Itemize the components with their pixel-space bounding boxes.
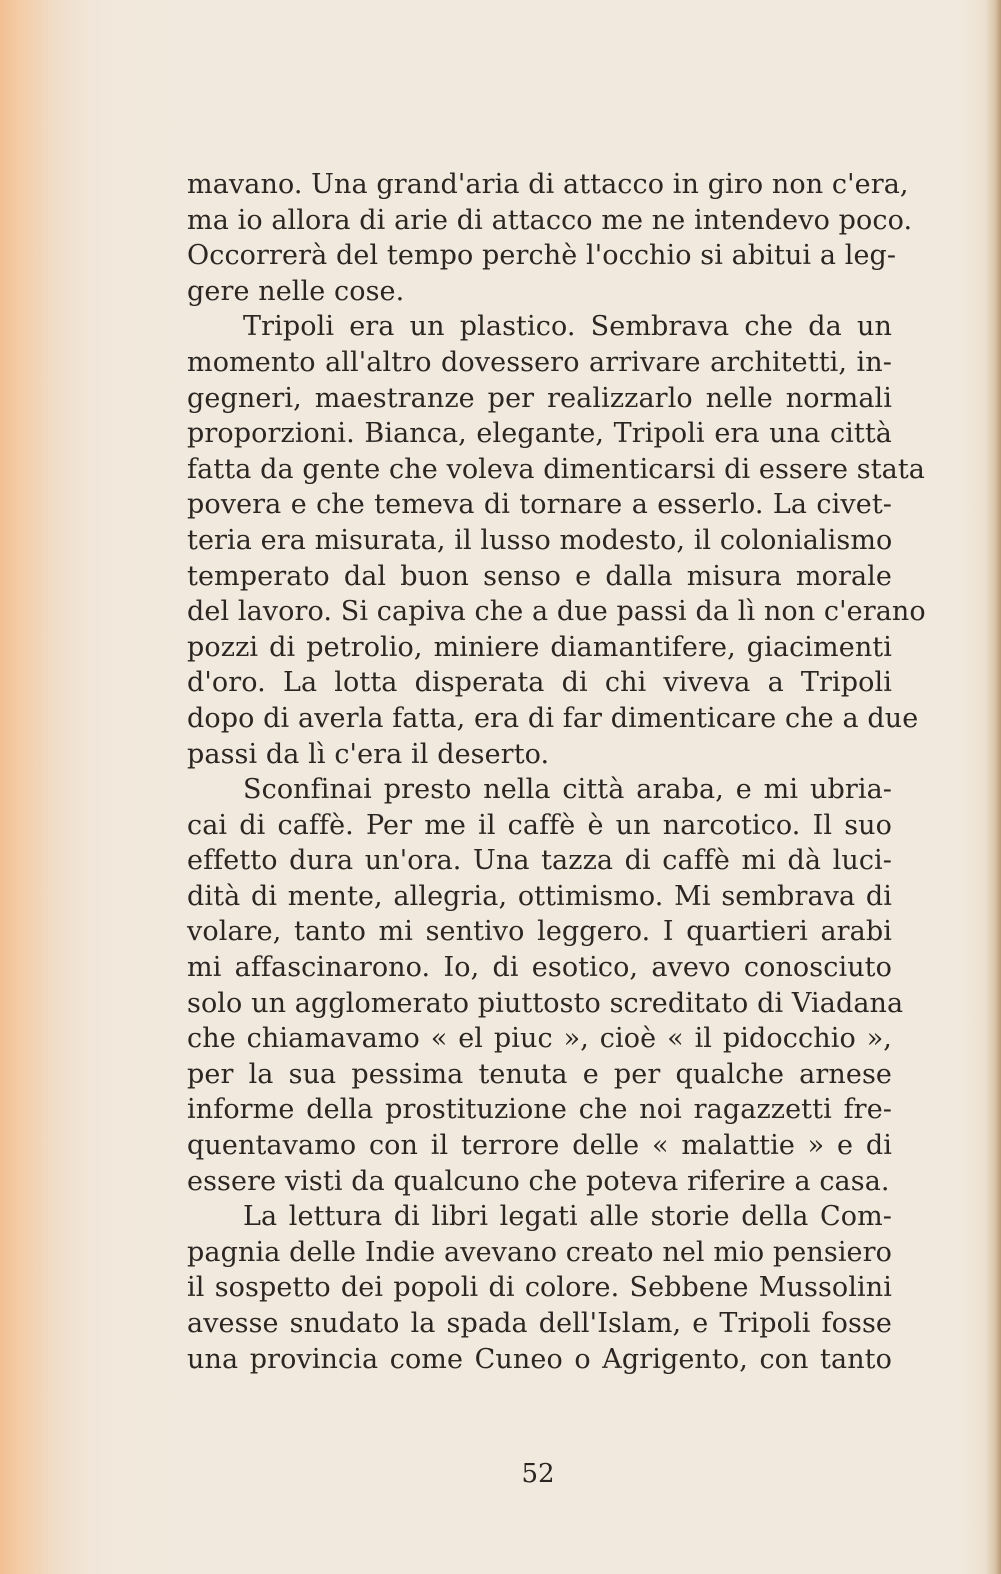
text-line: gere nelle cose.: [187, 275, 405, 307]
text-line: quentavamo con il terrore delle « malattie » e di: [187, 1130, 892, 1162]
paragraph: [187, 772, 904, 1199]
text-line: Tripoli era un plastico. Sembrava che da un: [243, 311, 892, 343]
paragraph: [187, 309, 926, 772]
text-line: il sospetto dei popoli di colore. Sebbene Mussolini: [187, 1272, 892, 1304]
text-line: gegneri, maestranze per realizzarlo nelle normali: [187, 382, 892, 414]
text-line: momento all'altro dovessero arrivare architetti, in-: [187, 346, 892, 378]
text-line: temperato dal buon senso e dalla misura morale: [187, 560, 892, 592]
text-line: volare, tanto mi sentivo leggero. I quartieri arabi: [187, 916, 892, 948]
text-line: per la sua pessima tenuta e per qualche arnese: [187, 1058, 892, 1090]
text-line: Occorrerà del tempo perchè l'occhio si abitui a leg-: [187, 240, 897, 272]
text-line: una provincia come Cuneo o Agrigento, con tanto: [187, 1343, 892, 1375]
body-text: [187, 167, 926, 1377]
text-line: mavano. Una grand'aria di attacco in giro non c'era,: [187, 169, 909, 200]
text-line: mi affascinarono. Io, di esotico, avevo conosciuto: [187, 952, 892, 984]
text-line: fatta da gente che voleva dimenticarsi di essere stata: [187, 453, 925, 485]
text-line: dità di mente, allegria, ottimismo. Mi sembrava di: [187, 880, 892, 912]
text-line: che chiamavamo « el piuc », cioè « il pidocchio »,: [187, 1023, 892, 1055]
text-line: solo un agglomerato piuttosto screditato di Viadana: [187, 987, 904, 1019]
text-line: effetto dura un'ora. Una tazza di caffè mi dà luci-: [187, 845, 892, 877]
text-line: teria era misurata, il lusso modesto, il colonialismo: [187, 524, 893, 556]
text-line: Sconfinai presto nella città araba, e mi ubria-: [243, 774, 892, 806]
text-line: avesse snudato la spada dell'Islam, e Tripoli fosse: [187, 1308, 892, 1339]
text-line: essere visti da qualcuno che poteva riferire a casa.: [187, 1165, 890, 1197]
text-line: pagnia delle Indie avevano creato nel mio pensiero: [187, 1236, 892, 1268]
text-line: povera e che temeva di tornare a esserlo. La civet-: [187, 489, 892, 521]
paragraph: [187, 1199, 892, 1377]
text-line: pozzi di petrolio, miniere diamantifere, giacimenti: [187, 631, 892, 663]
page-number: 52: [521, 1459, 555, 1489]
text-line: informe della prostituzione che noi ragazzetti fre-: [187, 1094, 892, 1126]
text-line: proporzioni. Bianca, elegante, Tripoli era una città: [187, 418, 892, 450]
text-line: passi da lì c'era il deserto.: [187, 738, 550, 770]
text-line: d'oro. La lotta disperata di chi viveva a Tripoli: [187, 667, 892, 699]
text-line: dopo di averla fatta, era di far dimenticare che a due: [187, 702, 919, 734]
text-line: ma io allora di arie di attacco me ne intendevo poco.: [187, 204, 913, 236]
text-line: del lavoro. Si capiva che a due passi da lì non c'erano: [187, 596, 926, 628]
text-line: cai di caffè. Per me il caffè è un narcotico. Il suo: [187, 809, 892, 841]
paragraph: [187, 167, 913, 309]
text-line: La lettura di libri legati alle storie della Com-: [243, 1201, 892, 1233]
